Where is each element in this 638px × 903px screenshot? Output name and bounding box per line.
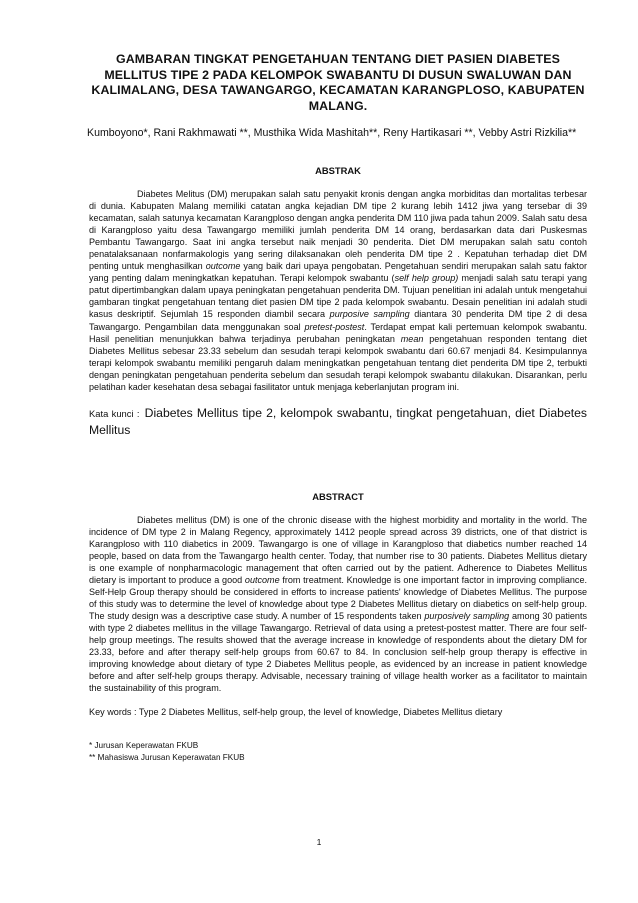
footnote-1: * Jurusan Keperawatan FKUB — [89, 741, 199, 750]
keywords-text: Diabetes Mellitus tipe 2, kelompok swabantu, tingkat pengetahuan, diet Diabetes Mellitus — [89, 405, 587, 437]
text-run: diantara 30 penderita DM tipe 2 di desa Tawangargo. Pengambilan data menggunakan soal — [89, 309, 587, 332]
abstrak-body — [89, 188, 587, 393]
paper-title: GAMBARAN TINGKAT PENGETAHUAN TENTANG DIET PASIEN DIABETES MELLITUS TIPE 2 PADA KELOMPOK SWABANTU DI DUSUN SWALUWAN DAN KALIMALANG, DESA TAWANGARGO, KECAMATAN KARANGPLOSO, KABUPATEN MALANG. — [91, 52, 585, 113]
text-run: among 30 patients with type 2 diabetes mellitus in the village Tawangargo. Retrieval of data using a pretest-postest matter. There are four self-help group meetings. The results showed that the average increase in knowledge of respondents about the dietary DM for 23.33, before and after therapy self-help groups from 60.67 to 84. In conclusion self-help group therapy is effective in improving knowledge about dietary of type 2 Diabetes Mellitus people, as evidenced by an increase in patient knowledge before and after self-help groups therapy. Advisable, necessary training of village health worker as a facilitator to maintain the sustainability of this program. — [89, 611, 587, 694]
text-run: from treatment. Knowledge is one important factor in improving compliance. Self-Help Group therapy should be considered in efforts to increase patients' knowledge of Diabetes Mellitus. The purpose of this study was to determine the level of knowledge about type 2 Diabetes Mellitus dietary on diabetics on self-help group. The study design was a descriptive case study. A number of 15 respondents taken — [89, 575, 587, 622]
footnotes — [89, 740, 245, 763]
text-run: pengetahuan responden tentang diet Diabetes Mellitus sebesar 23.33 sebelum dan sesudah terapi kelompok swabantu dari 60.67 menjadi 84. Kesimpulannya terapi kelompok swabantu memiliki pengaruh dalam meningkatkan pengetahuan tentang diet penderita DM tipe 2, terbukti dengan peningkatan pengetahuan penderita sebelum dan sesudah terapi kelompok swabantu dilakukan. Disarankan, perlu pelatihan kader kesehatan desa sebagai fasilitator untuk menjaga keberlanjutan program ini. — [89, 333, 587, 392]
abstrak-heading: ABSTRAK — [315, 165, 361, 176]
page-number: 1 — [316, 837, 322, 847]
italic-term: outcome — [205, 261, 241, 272]
italic-term: purposively sampling — [424, 611, 510, 622]
abstrak-keywords — [89, 405, 587, 438]
abstract-body — [89, 514, 587, 695]
text-run: . Terdapat empat kali pertemuan kelompok swabantu. Hasil penelitian menunjukkan bahwa terjadinya perubahan peningkatan — [89, 321, 587, 344]
abstract-keywords: Key words : Type 2 Diabetes Mellitus, self-help group, the level of knowledge, Diabetes Mellitus dietary — [89, 706, 503, 717]
text-run: yang baik dari upaya pengobatan. Pengetahuan sendiri merupakan salah satu faktor yang penting dalam meningkatkan kepatuhan. Terapi kelompok swabantu ( — [89, 261, 587, 284]
footnote-2: ** Mahasiswa Jurusan Keperawatan FKUB — [89, 752, 245, 762]
abstract-heading: ABSTRACT — [312, 490, 364, 502]
italic-term: outcome — [244, 575, 280, 586]
italic-term: pretest-postest — [304, 321, 365, 332]
text-run: Diabetes mellitus (DM) is one of the chronic disease with the highest morbidity and mortality in the world. The incidence of DM type 2 in Malang Regency, approximately 1412 people spread across 39 districts, one of that district is Karangploso with 110 diabetics in 2009. Tawangargo is one of village in Karangploso that diabetics number reached 14 people, based on data from the Tawangargo health center. Today, that number rise to 30 patients. Diabetes Mellitus dietary is one example of nonpharmacologic management that often carried out by the patient. Adherence to Diabetes Mellitus dietary is important to produce a good — [89, 514, 587, 586]
text-run: menjadi salah satu terapi yang patut dipertimbangkan dalam upaya peningkatan pengetahuan penderita DM. Tujuan penelitian ini adalah untuk mengetahui gambaran tingkat pengetahuan tentang diet pasien DM tipe 2 pada kelompok swabantu. Desain penelitian ini adalah studi kasus deskriptif. Sejumlah 15 responden diambil secara — [89, 273, 587, 320]
paper-page — [89, 52, 587, 718]
italic-term: self help group) — [394, 273, 459, 284]
italic-term: purposive sampling — [329, 309, 410, 320]
keywords-label: Kata kunci : — [89, 407, 140, 419]
italic-term: mean — [400, 333, 424, 344]
text-run: Diabetes Melitus (DM) merupakan salah satu penyakit kronis dengan angka morbiditas dan mortalitas terbesar di dunia. Kabupaten Malang memiliki catatan angka kejadian DM tipe 2 kurang lebih 1412 jiwa yang tersebar di 39 kecamatan, salah satunya kecamatan Karangploso dengan angka penderita DM 110 jiwa pada tahun 2009. Salah satu desa di Karangploso yaitu desa Tawangargo memiliki jumlah penderita DM 14 orang, berdasarkan data dari Puskesmas Pembantu Tawangargo. Saat ini angka tersebut naik menjadi 30 penderita. Diet DM merupakan salah satu contoh penatalaksanaan nonfarmakologis yang sering dilaksanakan oleh penderita DM tipe 2 . Kepatuhan terhadap diet DM penting untuk menghasilkan — [89, 189, 587, 272]
author-list: Kumboyono*, Rani Rakhmawati **, Musthika Wida Mashitah**, Reny Hartikasari **, Vebby Astri Rizkilia** — [87, 127, 577, 139]
